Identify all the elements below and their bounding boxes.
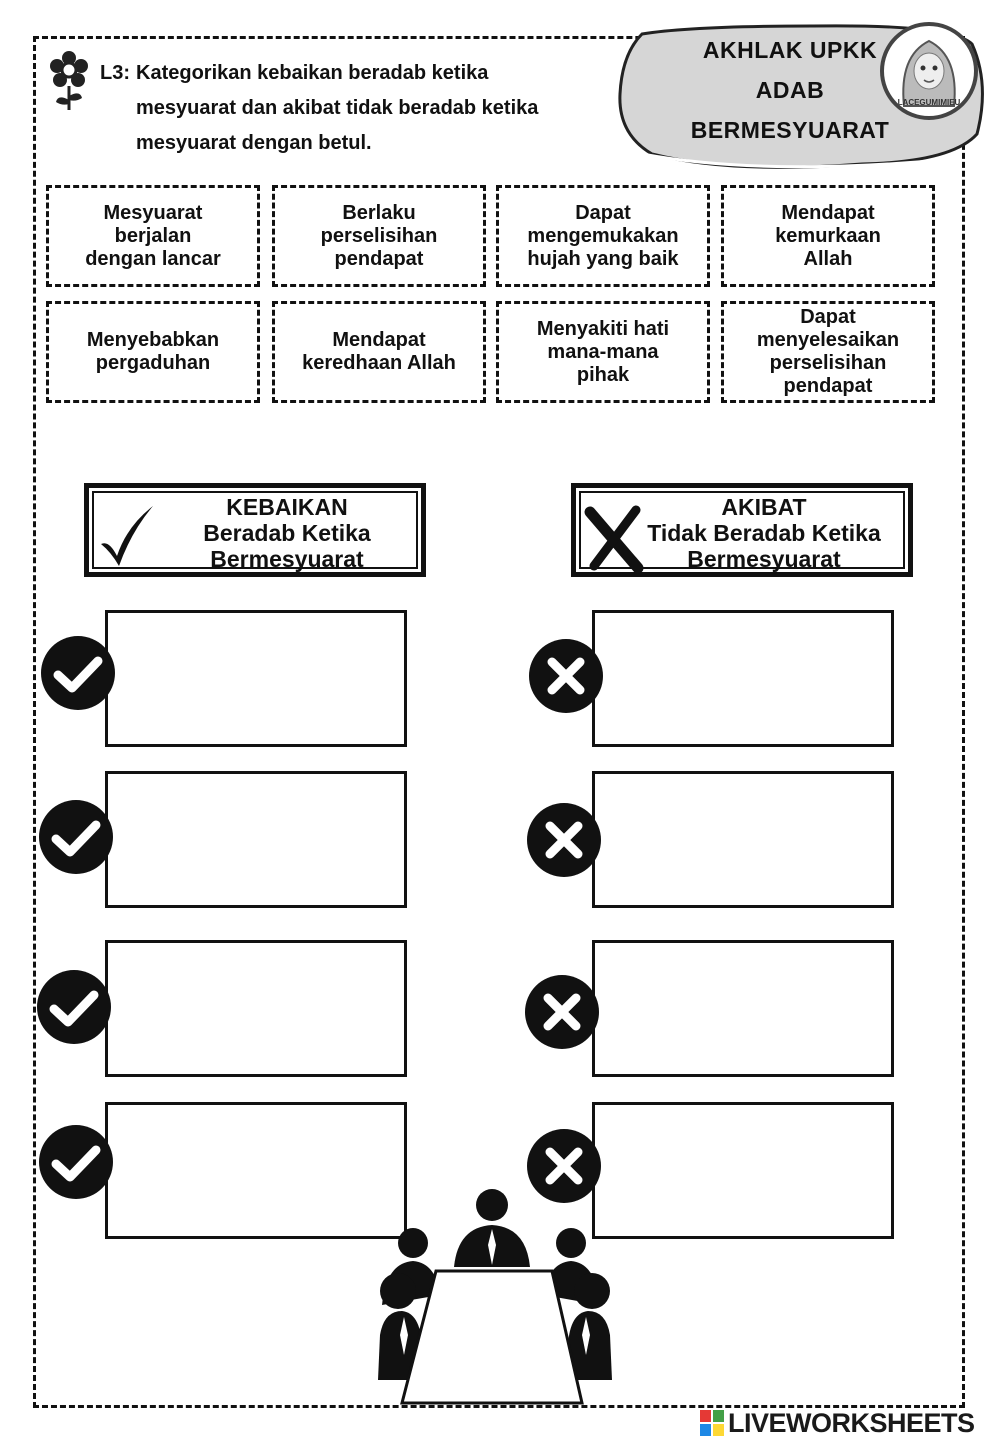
avatar-label: LACEGUMIMIEU xyxy=(897,98,961,107)
banner-line-3: BERMESYUARAT xyxy=(690,117,890,143)
card-text: berjalan xyxy=(114,224,192,247)
header-line: Bermesyuarat xyxy=(210,546,364,572)
card-text: pergaduhan xyxy=(95,352,211,374)
card-mengemukakan-hujah[interactable] xyxy=(496,185,710,287)
card-text: perselisihan xyxy=(320,224,438,247)
cross-circle-icon xyxy=(526,802,602,878)
header-line: KEBAIKAN xyxy=(226,494,348,520)
answer-cards xyxy=(46,185,939,405)
liveworksheets-logo xyxy=(700,1408,992,1438)
card-text: kemurkaan xyxy=(775,224,881,247)
card-text: Allah xyxy=(803,247,853,270)
check-circle-icon xyxy=(38,1124,114,1200)
card-berlaku-perselisihan[interactable] xyxy=(272,185,486,287)
check-mark-icon xyxy=(97,500,157,570)
card-text: perselisihan xyxy=(769,352,887,374)
card-mesyuarat-berjalan-lancar[interactable] xyxy=(46,185,260,287)
card-text: Menyebabkan xyxy=(86,329,220,351)
kebaikan-drop-box-3[interactable] xyxy=(105,940,407,1077)
card-text: hujah yang baik xyxy=(527,247,679,270)
card-text: pendapat xyxy=(334,247,424,270)
card-text: keredhaan Allah xyxy=(302,352,456,374)
header-line: AKIBAT xyxy=(721,494,807,520)
banner-line-2: ADAB xyxy=(755,77,825,103)
akibat-drop-box-4[interactable] xyxy=(592,1102,894,1239)
kebaikan-drop-box-2[interactable] xyxy=(105,771,407,908)
cross-circle-icon xyxy=(528,638,604,714)
card-menyakiti-hati[interactable] xyxy=(496,301,710,403)
instruction-line-3: mesyuarat dengan betul. xyxy=(136,132,372,154)
meeting-table-icon xyxy=(368,1185,628,1407)
card-text: mana-mana xyxy=(547,340,659,363)
card-text: mengemukakan xyxy=(527,224,679,247)
akibat-drop-box-1[interactable] xyxy=(592,610,894,747)
check-circle-icon xyxy=(36,969,112,1045)
card-kemurkaan-allah[interactable] xyxy=(721,185,935,287)
card-text: Mendapat xyxy=(332,329,426,351)
kebaikan-drop-box-4[interactable] xyxy=(105,1102,407,1239)
liveworksheets-icon xyxy=(700,1410,726,1438)
cross-circle-icon xyxy=(524,974,600,1050)
card-text: pendapat xyxy=(783,375,873,397)
card-text: Berlaku xyxy=(342,201,416,224)
question-code: L3: xyxy=(100,62,130,84)
kebaikan-drop-box-1[interactable] xyxy=(105,610,407,747)
akibat-title xyxy=(626,494,902,572)
akibat-header xyxy=(571,483,913,577)
card-text: dengan lancar xyxy=(85,247,221,270)
card-text: Mendapat xyxy=(781,201,875,224)
check-circle-icon xyxy=(38,799,114,875)
card-keredhaan-allah[interactable] xyxy=(272,301,486,403)
banner-line-1: AKHLAK UPKK xyxy=(702,37,878,63)
instruction-line-2: mesyuarat dan akibat tidak beradab ketika xyxy=(136,97,539,119)
card-text: Menyakiti hati xyxy=(536,317,670,340)
card-pergaduhan[interactable] xyxy=(46,301,260,403)
card-text: Mesyuarat xyxy=(103,201,203,224)
check-circle-icon xyxy=(40,635,116,711)
card-text: menyelesaikan xyxy=(756,329,900,351)
akibat-drop-box-3[interactable] xyxy=(592,940,894,1077)
flower-icon xyxy=(48,50,90,112)
banner-title xyxy=(660,30,920,150)
card-menyelesaikan-perselisihan[interactable] xyxy=(721,301,935,403)
brand-text: LIVEWORKSHEETS xyxy=(728,1408,975,1438)
header-line: Bermesyuarat xyxy=(687,546,841,572)
kebaikan-title xyxy=(159,494,415,572)
instruction-line-1: Kategorikan kebaikan beradab ketika xyxy=(136,62,489,84)
avatar xyxy=(880,22,978,120)
header-line: Tidak Beradab Ketika xyxy=(647,520,881,546)
card-text: Dapat xyxy=(800,306,856,328)
card-text: Dapat xyxy=(575,201,631,224)
kebaikan-header xyxy=(84,483,426,577)
card-text: pihak xyxy=(576,363,630,386)
akibat-drop-box-2[interactable] xyxy=(592,771,894,908)
header-line: Beradab Ketika xyxy=(203,520,371,546)
